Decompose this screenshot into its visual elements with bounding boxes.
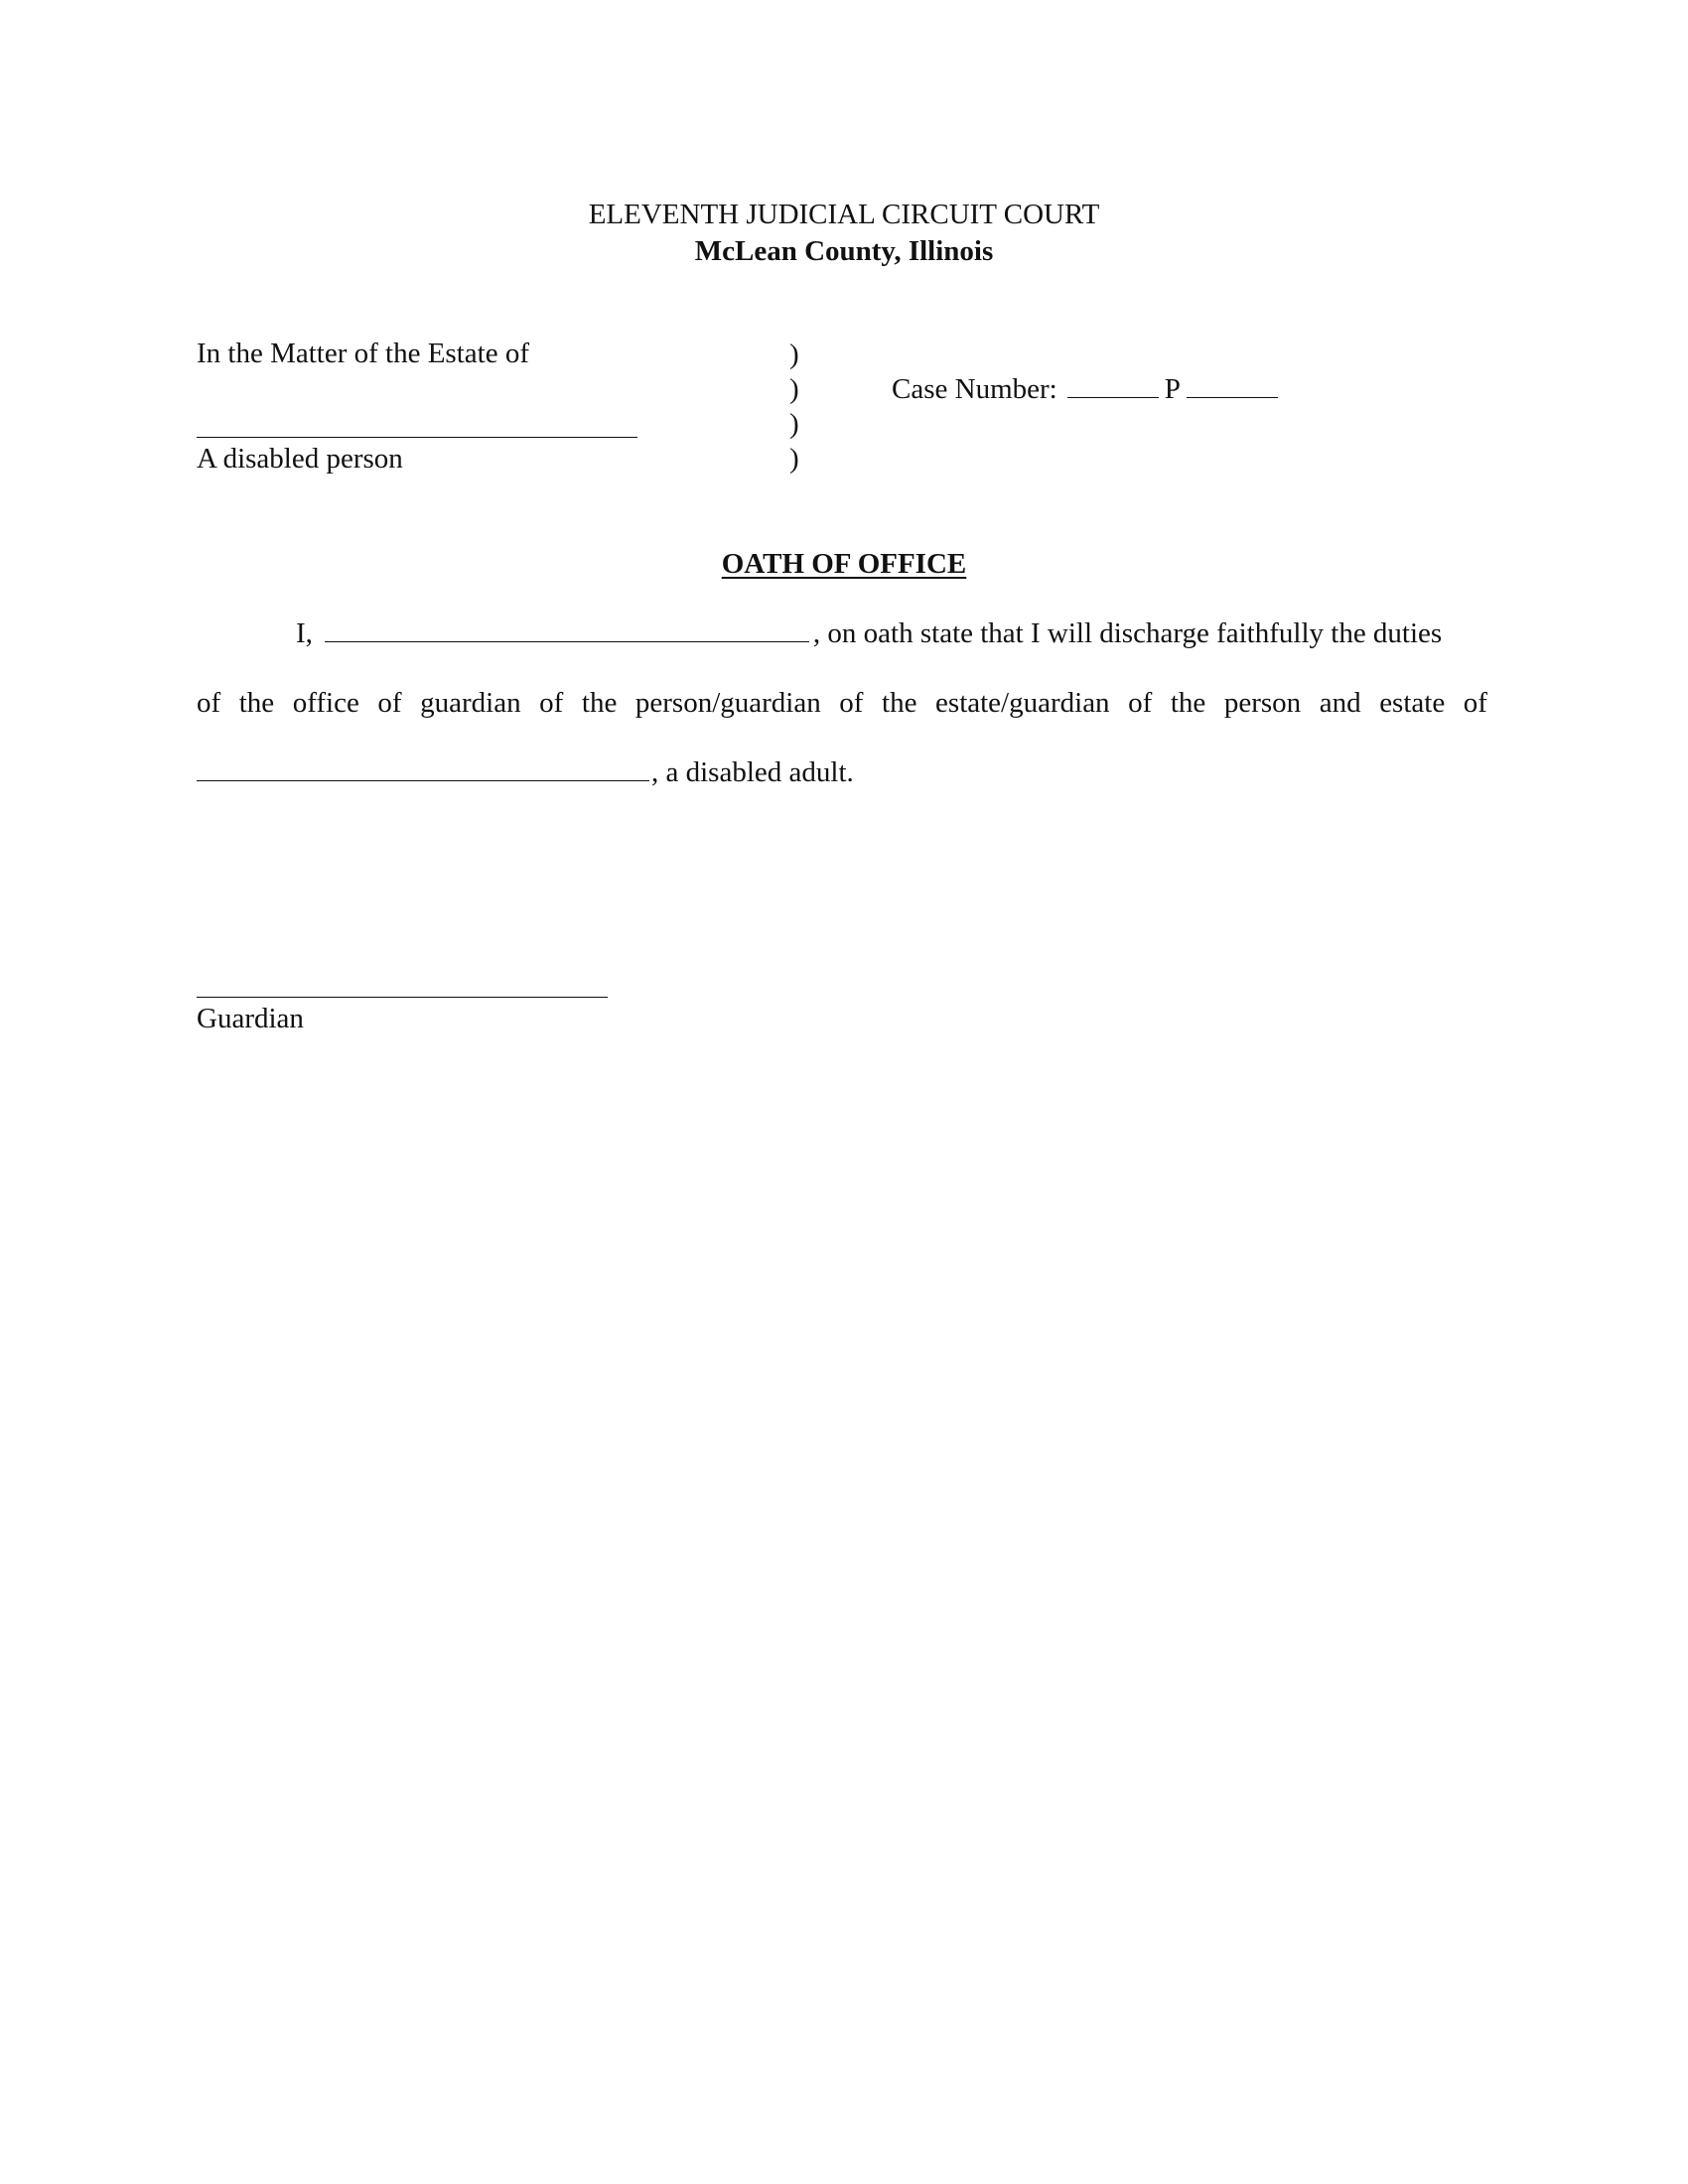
guardian-signature-line[interactable] (197, 997, 608, 998)
oath-word: of (1463, 687, 1487, 719)
oath-word: of (377, 687, 402, 719)
oath-prefix: I, (296, 617, 313, 649)
oath-line-2 (197, 685, 1487, 721)
oath-word: estate/guardian (935, 687, 1110, 719)
document-title: OATH OF OFFICE (721, 548, 967, 580)
case-number-sequence-blank[interactable] (1187, 375, 1278, 398)
oath-line-1-text: , on oath state that I will discharge faithfully the duties (812, 617, 1443, 649)
oath-word: person (1223, 687, 1302, 719)
ward-name-blank[interactable] (197, 758, 649, 781)
case-number-type: P (1164, 373, 1181, 405)
county-name: McLean County, Illinois (694, 235, 994, 267)
oath-word: and (1319, 687, 1361, 719)
case-number (892, 371, 1278, 407)
oath-line-3 (197, 754, 854, 790)
caption-paren: ) (789, 408, 799, 440)
case-number-year-blank[interactable] (1067, 375, 1159, 398)
disabled-person-label: A disabled person (197, 443, 403, 475)
oath-word: the (238, 687, 275, 719)
oath-word: guardian (420, 687, 521, 719)
oath-word: estate (1379, 687, 1446, 719)
disabled-person-name-line[interactable] (197, 437, 637, 438)
oath-line-1 (296, 615, 1442, 651)
oath-word: the (882, 687, 917, 719)
case-number-label: Case Number: (892, 373, 1057, 405)
caption-paren: ) (789, 373, 799, 405)
oath-word: person/guardian (634, 687, 821, 719)
court-name: ELEVENTH JUDICIAL CIRCUIT COURT (588, 199, 1100, 230)
caption-paren: ) (789, 443, 799, 475)
oath-word: of (197, 687, 221, 719)
guardian-signature-label: Guardian (197, 1003, 304, 1034)
oath-word: of (1128, 687, 1153, 719)
oath-word: of (539, 687, 564, 719)
oath-word: of (839, 687, 864, 719)
oath-line-3-text: , a disabled adult. (651, 756, 854, 788)
oath-word: the (1170, 687, 1206, 719)
guardian-name-blank[interactable] (325, 619, 809, 642)
estate-matter-label: In the Matter of the Estate of (197, 338, 529, 369)
oath-word: the (581, 687, 618, 719)
oath-word: office (292, 687, 359, 719)
caption-parentheses (789, 338, 809, 477)
caption-paren: ) (789, 339, 799, 370)
